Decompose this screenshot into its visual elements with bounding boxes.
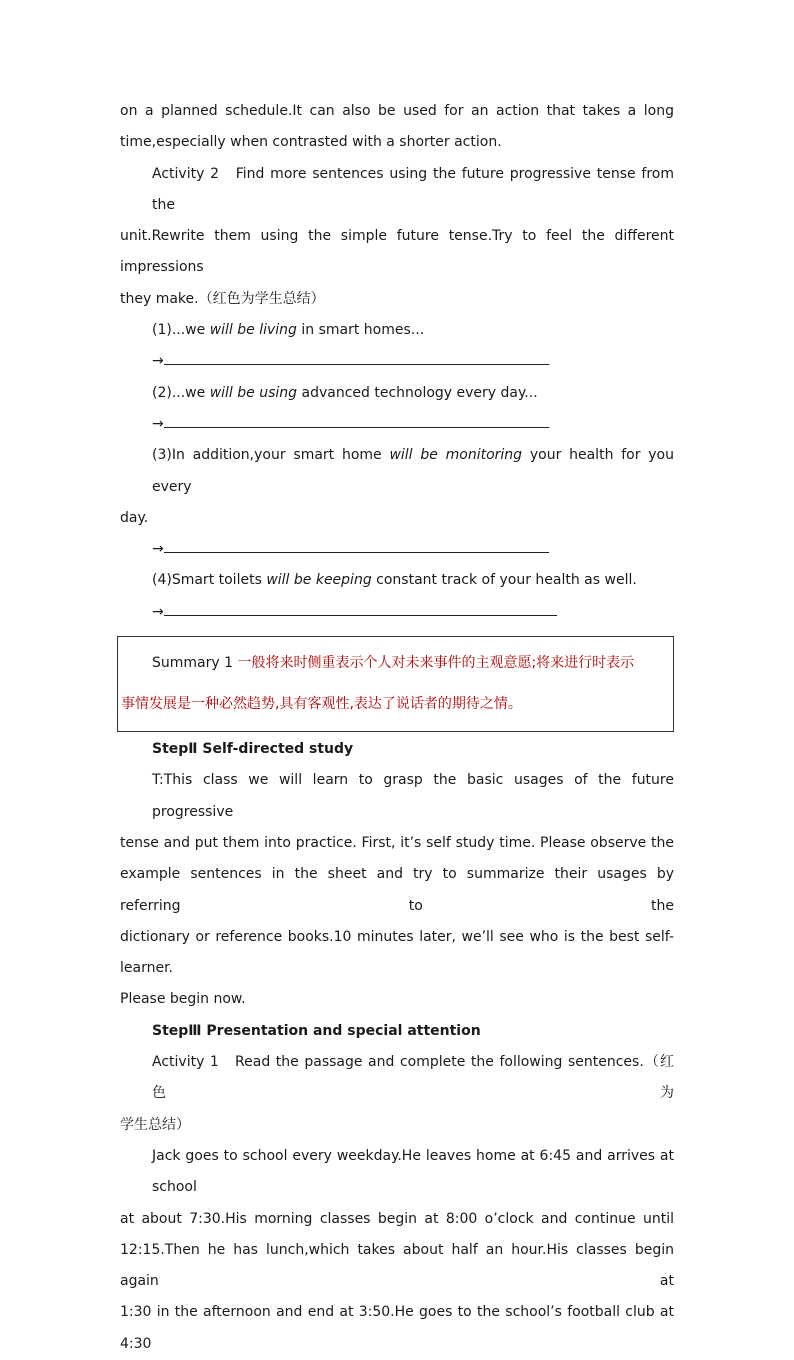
- activity1-instruction: Activity 1 Read the passage and complete the following sentences.（红色为: [152, 1054, 674, 1102]
- step2-line: T:This class we will learn to grasp the basic usages of the future progressive: [152, 772, 674, 820]
- answer-blank-4[interactable]: [164, 601, 557, 616]
- example-sentence-4: (4)Smart toilets will be keeping constant track of your health as well.: [152, 572, 637, 589]
- paragraph-line: on a planned schedule.It can also be used for an action that takes a long: [120, 103, 674, 119]
- passage-line: 1:30 in the afternoon and end at 3:50.He goes to the school’s football club at 4:30: [120, 1304, 674, 1352]
- answer-row-3: [120, 534, 674, 565]
- example-sentence-3-cont: day.: [120, 509, 149, 526]
- activity1-instruction: 学生总结）: [120, 1116, 190, 1133]
- passage-line: 12:15.Then he has lunch,which takes about half an hour.His classes begin again at: [120, 1241, 674, 1290]
- paragraph-line: time,especially when contrasted with a shorter action.: [120, 134, 502, 151]
- answer-blank-3[interactable]: [164, 538, 549, 553]
- answer-row-2: [120, 409, 674, 440]
- summary-line-2: 事情发展是一种必然趋势,具有客观性,表达了说话者的期待之情。: [121, 696, 522, 713]
- answer-row-1: [120, 346, 674, 377]
- summary-text: 一般将来时侧重表示个人对未来事件的主观意愿;将来进行时表示: [237, 655, 635, 672]
- arrow-icon: →: [152, 603, 164, 620]
- answer-row-4: [120, 597, 674, 628]
- arrow-icon: →: [152, 415, 164, 432]
- example-sentence-3: (3)In addition,your smart home will be monitoring your health for you every: [152, 447, 674, 495]
- document-page: [120, 96, 674, 1360]
- step2-heading: StepⅡ Self-directed study: [152, 741, 354, 758]
- activity2-instruction: they make.（红色为学生总结）: [120, 290, 325, 307]
- example-sentence-2: (2)...we will be using advanced technology every day...: [152, 384, 538, 401]
- answer-blank-2[interactable]: [164, 413, 549, 428]
- activity2-instruction: unit.Rewrite them using the simple future tense.Try to feel the different impressions: [120, 228, 674, 276]
- answer-blank-1[interactable]: [164, 350, 549, 365]
- step2-line: tense and put them into practice. First, it’s self study time. Please observe the: [120, 834, 674, 851]
- step3-heading: StepⅢ Presentation and special attention: [152, 1022, 481, 1039]
- passage-line: Jack goes to school every weekday.He leaves home at 6:45 and arrives at school: [152, 1147, 674, 1196]
- summary-label: Summary 1: [152, 655, 238, 672]
- example-sentence-1: (1)...we will be living in smart homes...: [152, 322, 425, 339]
- arrow-icon: →: [152, 541, 164, 558]
- step2-line: example sentences in the sheet and try to summarize their usages by referring to the: [120, 866, 674, 914]
- activity2-instruction: Activity 2 Find more sentences using the future progressive tense from the: [152, 165, 674, 213]
- step2-line: Please begin now.: [120, 991, 246, 1008]
- passage-line: at about 7:30.His morning classes begin at 8:00 o’clock and continue until: [120, 1210, 674, 1227]
- step2-line: dictionary or reference books.10 minutes later, we’ll see who is the best self-learner.: [120, 928, 674, 977]
- arrow-icon: →: [152, 353, 164, 370]
- summary-box: [117, 636, 674, 732]
- summary-line-1: [152, 643, 673, 684]
